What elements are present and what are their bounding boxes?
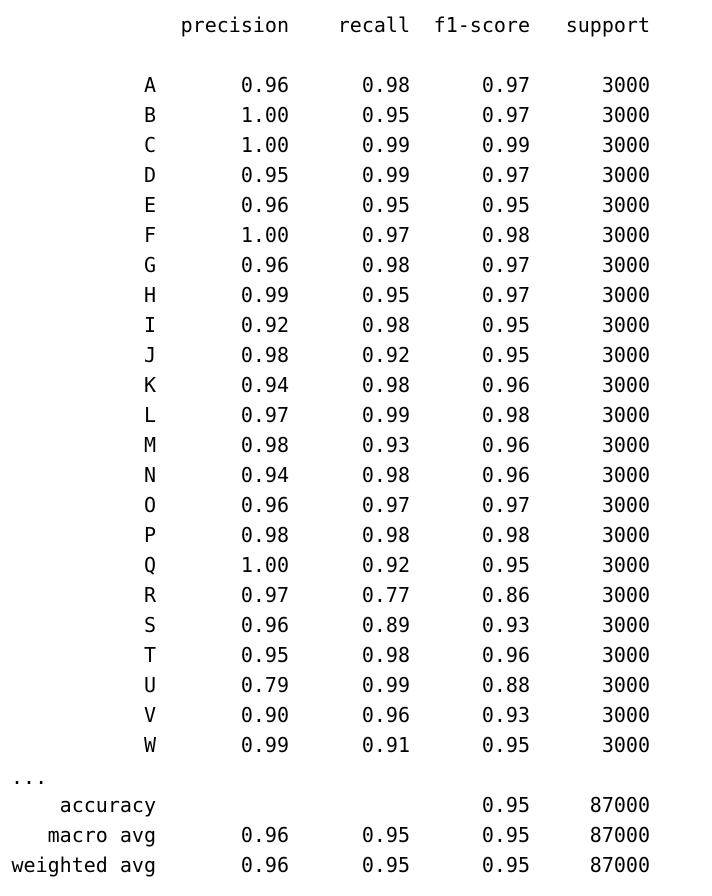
summary-row [0, 790, 712, 820]
class-f1-score: 0.98 [481, 523, 530, 547]
class-precision: 1.00 [240, 103, 289, 127]
class-f1-score: 0.97 [481, 493, 530, 517]
class-f1-score: 0.93 [481, 613, 530, 637]
class-label: K [143, 373, 156, 397]
summary-f1-score: 0.95 [481, 823, 530, 847]
class-f1-score: 0.98 [481, 223, 530, 247]
summary-label: macro avg [47, 823, 156, 847]
class-row [0, 250, 712, 280]
class-recall: 0.95 [361, 193, 410, 217]
class-recall: 0.97 [361, 493, 410, 517]
class-label: T [143, 643, 156, 667]
class-recall: 0.98 [361, 463, 410, 487]
class-support: 3000 [601, 673, 650, 697]
summary-row [0, 820, 712, 850]
class-f1-score: 0.95 [481, 313, 530, 337]
header-row [0, 10, 712, 40]
summary-label: accuracy [59, 793, 156, 817]
class-precision: 0.97 [240, 583, 289, 607]
class-support: 3000 [601, 553, 650, 577]
class-row [0, 730, 712, 760]
class-precision: 0.96 [240, 493, 289, 517]
summary-recall: 0.95 [361, 853, 410, 877]
class-label: N [143, 463, 156, 487]
class-row [0, 640, 712, 670]
class-precision: 0.96 [240, 613, 289, 637]
truncation-ellipsis: ... [11, 765, 48, 789]
class-precision: 0.95 [240, 643, 289, 667]
class-support: 3000 [601, 73, 650, 97]
class-precision: 0.79 [240, 673, 289, 697]
class-support: 3000 [601, 433, 650, 457]
class-support: 3000 [601, 493, 650, 517]
summary-row [0, 850, 712, 880]
class-f1-score: 0.95 [481, 553, 530, 577]
class-row [0, 700, 712, 730]
class-recall: 0.98 [361, 253, 410, 277]
class-label: I [143, 313, 156, 337]
class-f1-score: 0.88 [481, 673, 530, 697]
class-f1-score: 0.96 [481, 373, 530, 397]
class-support: 3000 [601, 613, 650, 637]
class-support: 3000 [601, 163, 650, 187]
class-row [0, 580, 712, 610]
class-support: 3000 [601, 223, 650, 247]
class-precision: 0.98 [240, 523, 289, 547]
summary-support: 87000 [589, 793, 650, 817]
class-label: F [143, 223, 156, 247]
class-label: D [143, 163, 156, 187]
class-label: M [143, 433, 156, 457]
class-recall: 0.96 [361, 703, 410, 727]
summary-f1-score: 0.95 [481, 793, 530, 817]
header-recall: recall [337, 13, 410, 37]
class-label: J [143, 343, 156, 367]
class-row [0, 610, 712, 640]
class-support: 3000 [601, 463, 650, 487]
summary-precision: 0.96 [240, 823, 289, 847]
class-label: O [143, 493, 156, 517]
class-f1-score: 0.95 [481, 733, 530, 757]
class-row [0, 220, 712, 250]
class-support: 3000 [601, 373, 650, 397]
class-label: C [143, 133, 156, 157]
class-f1-score: 0.95 [481, 343, 530, 367]
class-row [0, 490, 712, 520]
class-precision: 0.94 [240, 463, 289, 487]
class-label: H [143, 283, 156, 307]
class-row [0, 670, 712, 700]
class-precision: 0.96 [240, 193, 289, 217]
class-support: 3000 [601, 583, 650, 607]
class-label: P [143, 523, 156, 547]
class-row [0, 130, 712, 160]
class-f1-score: 0.97 [481, 73, 530, 97]
class-f1-score: 0.86 [481, 583, 530, 607]
class-f1-score: 0.97 [481, 283, 530, 307]
class-precision: 0.96 [240, 73, 289, 97]
class-row [0, 340, 712, 370]
class-f1-score: 0.96 [481, 463, 530, 487]
class-row [0, 280, 712, 310]
summary-label: weighted avg [11, 853, 156, 877]
header-support: support [565, 13, 650, 37]
class-row [0, 520, 712, 550]
class-precision: 0.99 [240, 733, 289, 757]
class-recall: 0.97 [361, 223, 410, 247]
class-recall: 0.98 [361, 73, 410, 97]
class-f1-score: 0.95 [481, 193, 530, 217]
class-f1-score: 0.97 [481, 103, 530, 127]
class-recall: 0.99 [361, 163, 410, 187]
class-label: W [143, 733, 156, 757]
class-support: 3000 [601, 733, 650, 757]
class-recall: 0.95 [361, 103, 410, 127]
class-precision: 1.00 [240, 133, 289, 157]
class-precision: 0.94 [240, 373, 289, 397]
class-row [0, 550, 712, 580]
class-support: 3000 [601, 343, 650, 367]
summary-f1-score: 0.95 [481, 853, 530, 877]
class-f1-score: 0.96 [481, 433, 530, 457]
class-row [0, 70, 712, 100]
class-support: 3000 [601, 253, 650, 277]
summary-recall: 0.95 [361, 823, 410, 847]
class-recall: 0.98 [361, 313, 410, 337]
summary-support: 87000 [589, 823, 650, 847]
class-precision: 0.90 [240, 703, 289, 727]
class-precision: 0.92 [240, 313, 289, 337]
class-label: U [143, 673, 156, 697]
class-precision: 0.98 [240, 433, 289, 457]
class-recall: 0.99 [361, 403, 410, 427]
class-recall: 0.91 [361, 733, 410, 757]
class-recall: 0.98 [361, 643, 410, 667]
class-recall: 0.89 [361, 613, 410, 637]
class-precision: 1.00 [240, 553, 289, 577]
class-f1-score: 0.93 [481, 703, 530, 727]
class-label: V [143, 703, 156, 727]
class-row [0, 190, 712, 220]
class-label: S [143, 613, 156, 637]
class-precision: 0.99 [240, 283, 289, 307]
header-precision: precision [180, 13, 289, 37]
class-support: 3000 [601, 193, 650, 217]
class-recall: 0.95 [361, 283, 410, 307]
class-recall: 0.99 [361, 673, 410, 697]
class-support: 3000 [601, 523, 650, 547]
class-label: E [143, 193, 156, 217]
class-precision: 0.98 [240, 343, 289, 367]
class-label: Q [143, 553, 156, 577]
class-row [0, 430, 712, 460]
class-f1-score: 0.98 [481, 403, 530, 427]
class-support: 3000 [601, 643, 650, 667]
class-support: 3000 [601, 283, 650, 307]
class-label: B [143, 103, 156, 127]
class-precision: 1.00 [240, 223, 289, 247]
summary-precision: 0.96 [240, 853, 289, 877]
class-recall: 0.92 [361, 553, 410, 577]
class-row [0, 160, 712, 190]
class-row [0, 400, 712, 430]
class-f1-score: 0.97 [481, 163, 530, 187]
class-row [0, 100, 712, 130]
class-label: G [143, 253, 156, 277]
class-row [0, 310, 712, 340]
class-label: R [143, 583, 156, 607]
class-f1-score: 0.99 [481, 133, 530, 157]
header-f1-score: f1-score [433, 13, 530, 37]
class-recall: 0.92 [361, 343, 410, 367]
class-recall: 0.99 [361, 133, 410, 157]
class-recall: 0.98 [361, 523, 410, 547]
class-row [0, 460, 712, 490]
class-precision: 0.96 [240, 253, 289, 277]
class-support: 3000 [601, 403, 650, 427]
class-f1-score: 0.97 [481, 253, 530, 277]
summary-support: 87000 [589, 853, 650, 877]
class-precision: 0.95 [240, 163, 289, 187]
class-f1-score: 0.96 [481, 643, 530, 667]
class-support: 3000 [601, 703, 650, 727]
class-recall: 0.98 [361, 373, 410, 397]
class-support: 3000 [601, 133, 650, 157]
class-recall: 0.77 [361, 583, 410, 607]
class-row [0, 370, 712, 400]
class-support: 3000 [601, 313, 650, 337]
class-support: 3000 [601, 103, 650, 127]
class-precision: 0.97 [240, 403, 289, 427]
class-label: A [143, 73, 156, 97]
class-recall: 0.93 [361, 433, 410, 457]
class-label: L [143, 403, 156, 427]
